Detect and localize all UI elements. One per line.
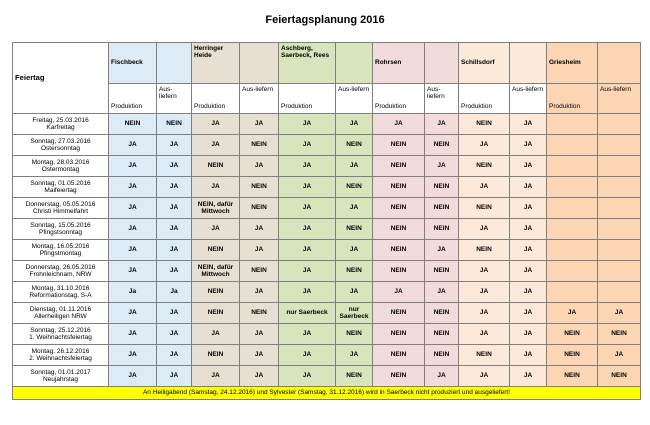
produktion-cell: JA (279, 324, 336, 345)
ausliefern-cell: JA (157, 345, 192, 366)
holiday-cell (13, 366, 109, 387)
produktion-cell: NEIN (373, 345, 425, 366)
ausliefern-cell: JA (336, 198, 373, 219)
produktion-cell: JA (192, 366, 240, 387)
produktion-cell: JA (279, 366, 336, 387)
ausliefern-cell (598, 240, 641, 261)
produktion-cell: NEIN (192, 303, 240, 324)
ausliefern-cell: JA (510, 219, 547, 240)
ausliefern-cell: JA (425, 114, 459, 135)
ausliefern-cell: NEIN (157, 114, 192, 135)
produktion-cell: JA (459, 219, 510, 240)
ausliefern-cell: JA (336, 282, 373, 303)
holiday-name: Neujahrstag (42, 376, 79, 383)
holiday-date: Sonntag, 01.01.2017 (30, 368, 91, 376)
ausliefern-cell: JA (336, 114, 373, 135)
produktion-header: Produktion (109, 84, 157, 114)
produktion-cell: NEIN (373, 366, 425, 387)
produktion-cell: JA (279, 114, 336, 135)
ausliefern-cell: JA (157, 219, 192, 240)
ausliefern-cell: JA (598, 345, 641, 366)
ausliefern-cell: JA (157, 135, 192, 156)
table-row (13, 303, 641, 324)
produktion-cell: NEIN (373, 135, 425, 156)
ausliefern-cell: JA (510, 240, 547, 261)
produktion-cell: JA (459, 366, 510, 387)
ausliefern-cell: JA (336, 345, 373, 366)
produktion-cell (547, 282, 598, 303)
ausliefern-cell: NEIN (240, 303, 279, 324)
ausliefern-cell: JA (510, 198, 547, 219)
produktion-cell: JA (192, 219, 240, 240)
holiday-cell (13, 240, 109, 261)
ausliefern-cell: JA (510, 156, 547, 177)
produktion-cell: JA (279, 177, 336, 198)
produktion-cell: NEIN (459, 345, 510, 366)
ausliefern-cell: JA (240, 240, 279, 261)
holiday-name: Ostersonntag (40, 145, 81, 152)
holiday-name: Karfreitag (46, 124, 75, 131)
holiday-cell (13, 345, 109, 366)
ausliefern-cell: JA (425, 240, 459, 261)
produktion-cell: JA (279, 345, 336, 366)
ausliefern-cell: NEIN (598, 324, 641, 345)
table-row (13, 156, 641, 177)
ausliefern-header: Aus-liefern (336, 84, 373, 114)
group-griesheim: Griesheim (547, 43, 598, 84)
ausliefern-cell: NEIN (425, 177, 459, 198)
group-herringer-heide: Herringer Heide (192, 43, 240, 84)
ausliefern-cell: JA (510, 345, 547, 366)
produktion-cell: JA (109, 303, 157, 324)
ausliefern-cell (598, 114, 641, 135)
ausliefern-header: Aus-liefern (240, 84, 279, 114)
ausliefern-cell: JA (425, 156, 459, 177)
produktion-cell: JA (459, 324, 510, 345)
holiday-date: Donnerstag, 05.05.2016 (25, 200, 96, 208)
produktion-cell (547, 261, 598, 282)
table-row (13, 219, 641, 240)
holiday-cell (13, 135, 109, 156)
produktion-cell: NEIN, dafür Mittwoch (192, 198, 240, 219)
produktion-cell: NEIN (373, 324, 425, 345)
produktion-cell: NEIN (373, 240, 425, 261)
ausliefern-cell (598, 282, 641, 303)
holiday-cell (13, 261, 109, 282)
produktion-cell: NEIN, dafür Mittwoch (192, 261, 240, 282)
ausliefern-cell: NEIN (425, 261, 459, 282)
ausliefern-cell: JA (240, 219, 279, 240)
ausliefern-cell: NEIN (598, 366, 641, 387)
ausliefern-cell (598, 261, 641, 282)
holiday-date: Sonntag, 25.12.2016 (30, 326, 91, 334)
ausliefern-cell: NEIN (336, 219, 373, 240)
holiday-cell (13, 198, 109, 219)
ausliefern-cell (598, 198, 641, 219)
produktion-cell: NEIN (459, 240, 510, 261)
produktion-header: Produktion (192, 84, 240, 114)
table-row (13, 240, 641, 261)
ausliefern-cell: NEIN (240, 135, 279, 156)
table-row (13, 177, 641, 198)
holiday-name: Frohnleichnam, NRW (29, 271, 92, 278)
ausliefern-cell: NEIN (425, 219, 459, 240)
produktion-cell: NEIN (547, 324, 598, 345)
holiday-date: Sonntag, 15.05.2016 (30, 221, 91, 229)
produktion-cell: JA (109, 261, 157, 282)
ausliefern-cell: NEIN (336, 324, 373, 345)
holiday-name: Pfingstsonntag (38, 229, 82, 236)
produktion-cell: NEIN (192, 345, 240, 366)
holiday-cell (13, 282, 109, 303)
produktion-cell: NEIN (373, 261, 425, 282)
produktion-cell: NEIN (192, 240, 240, 261)
produktion-cell (547, 177, 598, 198)
produktion-cell: JA (279, 240, 336, 261)
produktion-cell: JA (279, 282, 336, 303)
table-row (13, 135, 641, 156)
produktion-cell: NEIN (192, 282, 240, 303)
ausliefern-cell: JA (240, 366, 279, 387)
holiday-date: Sonntag, 01.05.2016 (30, 179, 91, 187)
produktion-cell: NEIN (192, 156, 240, 177)
produktion-cell: JA (459, 261, 510, 282)
produktion-cell: JA (547, 303, 598, 324)
produktion-cell: NEIN (109, 114, 157, 135)
produktion-header: Produktion (373, 84, 425, 114)
ausliefern-cell: JA (157, 303, 192, 324)
produktion-cell: JA (459, 135, 510, 156)
ausliefern-cell: NEIN (425, 324, 459, 345)
produktion-cell (547, 135, 598, 156)
holiday-date: Sonntag, 27.03.2016 (30, 137, 91, 145)
produktion-cell (547, 114, 598, 135)
produktion-cell (547, 156, 598, 177)
holiday-cell (13, 177, 109, 198)
holiday-date: Montag, 26.12.2016 (31, 347, 90, 355)
ausliefern-cell (598, 177, 641, 198)
ausliefern-cell: JA (598, 303, 641, 324)
produktion-cell: NEIN (373, 219, 425, 240)
produktion-cell: NEIN (373, 198, 425, 219)
produktion-cell: JA (192, 135, 240, 156)
ausliefern-cell: JA (510, 177, 547, 198)
produktion-cell (547, 198, 598, 219)
ausliefern-cell: NEIN (425, 303, 459, 324)
holiday-date: Dienstag, 01.11.2016 (29, 305, 92, 313)
holiday-name: 2. Weihnachtsfeiertag (29, 355, 92, 362)
ausliefern-cell: JA (240, 114, 279, 135)
page-title: Feiertagsplanung 2016 (265, 14, 385, 26)
group-rohrsen: Rohrsen (373, 43, 425, 84)
produktion-cell: JA (109, 324, 157, 345)
ausliefern-cell: JA (240, 156, 279, 177)
ausliefern-header: Aus-liefern (425, 84, 459, 114)
produktion-header: Produktion (459, 84, 510, 114)
ausliefern-cell: JA (240, 345, 279, 366)
ausliefern-cell: JA (336, 156, 373, 177)
produktion-cell: JA (109, 177, 157, 198)
table-row (13, 366, 641, 387)
holiday-name: Pfingstmontag (39, 250, 82, 257)
produktion-cell: JA (279, 198, 336, 219)
produktion-cell: JA (109, 366, 157, 387)
ausliefern-cell: JA (510, 366, 547, 387)
table-row (13, 324, 641, 345)
holiday-name: Maifeiertag (44, 187, 77, 194)
holiday-date: Montag, 16.05.2016 (31, 242, 90, 250)
produktion-cell: Ja (109, 282, 157, 303)
ausliefern-cell: JA (240, 324, 279, 345)
holiday-name: Christi Himmelfahrt (32, 208, 89, 215)
produktion-cell: JA (109, 240, 157, 261)
table-row (13, 261, 641, 282)
holiday-date: Montag, 31.10.2016 (31, 284, 90, 292)
group-aschberg-saerbeck-rees: Aschberg, Saerbeck, Rees (279, 43, 336, 84)
ausliefern-cell: JA (425, 282, 459, 303)
holiday-cell (13, 303, 109, 324)
produktion-cell (547, 240, 598, 261)
produktion-cell: JA (279, 156, 336, 177)
ausliefern-cell: JA (510, 114, 547, 135)
ausliefern-cell: JA (336, 240, 373, 261)
ausliefern-cell: JA (510, 261, 547, 282)
ausliefern-cell: JA (157, 240, 192, 261)
ausliefern-cell: NEIN (240, 261, 279, 282)
produktion-cell: JA (109, 156, 157, 177)
holiday-date: Montag, 28.03.2016 (31, 158, 90, 166)
ausliefern-cell: JA (510, 303, 547, 324)
holiday-date: Donnerstag, 26.05.2016 (25, 263, 96, 271)
produktion-cell (547, 219, 598, 240)
produktion-cell: JA (459, 177, 510, 198)
produktion-cell: JA (109, 345, 157, 366)
footnote: An Heiligabend (Samstag, 24.12.2016) und Sylvester (Samstag, 31.12.2016) wird in Saerbeck nicht produziert und ausgeliefert! (13, 387, 641, 400)
holiday-cell (13, 219, 109, 240)
holiday-name: 1. Weihnachtsfeiertag (29, 334, 92, 341)
produktion-header: Produktion (279, 84, 336, 114)
ausliefern-cell (598, 135, 641, 156)
holiday-name: Ostermontag (41, 166, 80, 173)
ausliefern-cell: nur Saerbeck (336, 303, 373, 324)
ausliefern-cell: JA (157, 261, 192, 282)
produktion-cell: NEIN (373, 177, 425, 198)
ausliefern-cell: NEIN (425, 345, 459, 366)
produktion-cell: JA (459, 282, 510, 303)
produktion-cell: JA (279, 135, 336, 156)
group-fischbeck: Fischbeck (109, 43, 157, 84)
ausliefern-cell: JA (240, 282, 279, 303)
ausliefern-cell: JA (510, 135, 547, 156)
ausliefern-cell: JA (510, 324, 547, 345)
produktion-cell: NEIN (547, 366, 598, 387)
produktion-cell: NEIN (373, 156, 425, 177)
ausliefern-cell: NEIN (336, 135, 373, 156)
produktion-cell: JA (192, 114, 240, 135)
holiday-cell (13, 324, 109, 345)
ausliefern-cell (598, 156, 641, 177)
ausliefern-cell: NEIN (336, 261, 373, 282)
holiday-name: Reformationstag, S-A (29, 292, 92, 299)
produktion-cell: JA (373, 114, 425, 135)
ausliefern-header: Aus-liefern (598, 84, 641, 114)
ausliefern-cell: NEIN (336, 177, 373, 198)
produktion-cell: JA (192, 177, 240, 198)
ausliefern-cell (598, 219, 641, 240)
ausliefern-cell: JA (157, 324, 192, 345)
produktion-cell: JA (192, 324, 240, 345)
group-schillsdorf: Schillsdorf (459, 43, 510, 84)
holiday-column-header: Feiertag (13, 43, 109, 114)
produktion-cell: JA (109, 198, 157, 219)
produktion-cell: JA (459, 303, 510, 324)
produktion-cell: NEIN (459, 114, 510, 135)
ausliefern-cell: NEIN (240, 198, 279, 219)
produktion-cell: JA (109, 135, 157, 156)
produktion-header: Produktion (547, 84, 598, 114)
ausliefern-cell: JA (157, 198, 192, 219)
produktion-cell: JA (109, 219, 157, 240)
ausliefern-cell: NEIN (240, 177, 279, 198)
ausliefern-cell: JA (510, 282, 547, 303)
ausliefern-cell: JA (425, 366, 459, 387)
produktion-cell: nur Saerbeck (279, 303, 336, 324)
produktion-cell: JA (373, 282, 425, 303)
ausliefern-cell: NEIN (425, 135, 459, 156)
holiday-date: Freitag, 25.03.2016 (32, 116, 89, 124)
ausliefern-cell: NEIN (425, 198, 459, 219)
ausliefern-cell: Ja (157, 282, 192, 303)
produktion-cell: NEIN (373, 303, 425, 324)
group-header-row (13, 43, 641, 84)
table-row (13, 198, 641, 219)
ausliefern-cell: NEIN (336, 366, 373, 387)
ausliefern-cell: JA (157, 366, 192, 387)
holiday-name: Allerheiligen NRW (34, 313, 87, 320)
produktion-cell: NEIN (459, 156, 510, 177)
produktion-cell: JA (279, 261, 336, 282)
ausliefern-header: Aus-liefern (510, 84, 547, 114)
holiday-cell (13, 114, 109, 135)
footnote-row (13, 387, 641, 400)
ausliefern-header: Aus-liefern (157, 84, 192, 114)
ausliefern-cell: JA (157, 177, 192, 198)
produktion-cell: JA (279, 219, 336, 240)
table-row (13, 282, 641, 303)
produktion-cell: NEIN (459, 198, 510, 219)
ausliefern-cell: JA (157, 156, 192, 177)
holiday-cell (13, 156, 109, 177)
table-row (13, 345, 641, 366)
holiday-plan-table (12, 42, 641, 400)
table-row (13, 114, 641, 135)
produktion-cell: NEIN (547, 345, 598, 366)
